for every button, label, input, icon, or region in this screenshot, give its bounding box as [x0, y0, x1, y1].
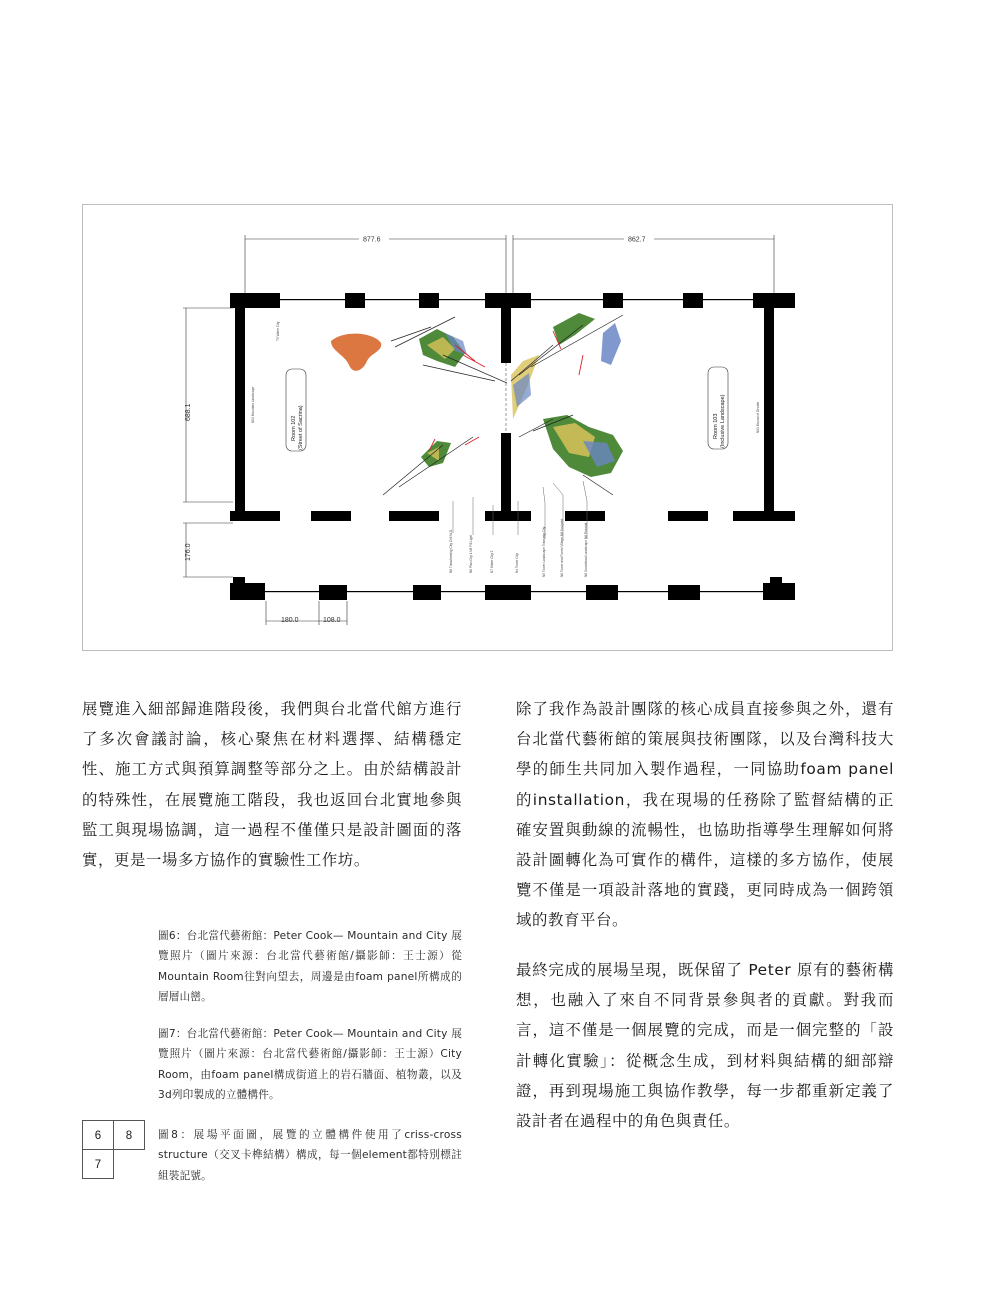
figure-index-8: 8	[113, 1120, 145, 1150]
paragraph: 除了我作為設計團隊的核心成員直接參與之外，還有台北當代藝術館的策展與技術團隊，以及台灣科技大學的師生共同加入製作過程，一同協助foam panel的installation，我在現場的任務除了監督結構的正確安置與動線的流暢性，也協助指導學生理解如何將設計圖轉化為可實作的構件，這樣的多方協作，使展覽不僅是一項設計落地的實踐，更同時成為一個跨領域的教育平台。	[516, 700, 894, 930]
element-tag-1: N6 Transforming City Cell W.D.	[449, 528, 453, 573]
body-text-right	[516, 694, 894, 936]
element-tag-leaders	[453, 481, 587, 539]
foam-panel-cluster	[331, 313, 623, 477]
dimension-top-left: 877.6	[363, 236, 381, 244]
svg-text:Room 102: Room 102	[291, 415, 297, 441]
room-label-left	[286, 369, 306, 451]
svg-text:(Street of Sacrina): (Street of Sacrina)	[298, 405, 304, 450]
dimension-left	[183, 308, 233, 577]
dimension-left-height: 688.1	[185, 403, 192, 421]
dimension-top	[245, 235, 774, 293]
dimension-top-right: 862.7	[628, 236, 646, 244]
caption-figure-8: 圖8：展場平面圖，展覽的立體構件使用了criss-cross structure（交叉卡榫結構）構成，每一個element都特別標註組裝記號。	[158, 1129, 462, 1182]
element-tag-5: N5 Tower Landscape Transmig City	[542, 526, 546, 577]
element-tag-7: N6 Sociational Landscape N6 Pictorial	[584, 522, 588, 577]
wall-note-left-mid: N01 Mountain Landscape	[251, 386, 255, 423]
figure-index-7: 7	[82, 1149, 114, 1179]
walls	[230, 293, 795, 600]
element-tag-2: N6 Plan City 1 N5 Fill Light	[469, 534, 473, 573]
figure-index-6: 6	[82, 1120, 114, 1150]
dimension-bottom-b: 108.0	[323, 617, 341, 624]
dimension-bottom-a: 180.0	[281, 617, 299, 624]
paragraph: 展覽進入細部歸進階段後，我們與台北當代館方進行了多次會議討論，核心聚焦在材料選擇、結構穩定性、施工方式與預算調整等部分之上。由於結構設計的特殊性，在展覽施工階段，我也返回台北實地參與監工與現場協調，這一過程不僅僅只是設計圖面的落實，更是一場多方協作的實驗性工作坊。	[82, 700, 462, 870]
caption-figure-7: 圖7：台北當代藝術館：Peter Cook— Mountain and City 展覽照片（圖片來源：台北當代藝術館/攝影師：王士源）City Room，由foam panel構成街道上的岩石牆面、植物叢，以及3d列印製成的立體構件。	[158, 1028, 462, 1102]
body-text-right-2	[516, 955, 894, 1136]
element-tag-4: N4 Tower City	[515, 553, 519, 573]
figure-index-grid	[82, 1120, 148, 1182]
caption-figure-6: 圖6：台北當代藝術館：Peter Cook— Mountain and City 展覽照片（圖片來源：台北當代藝術館/攝影師：王士源）從Mountain Room往對向望去，周邊是由foam panel所構成的層層山巒。	[158, 930, 462, 1004]
floor-plan-figure	[82, 204, 893, 651]
element-tags	[449, 519, 588, 577]
paragraph: 最終完成的展場呈現，既保留了 Peter 原有的藝術構想，也融入了來自不同背景參與者的貢獻。對我而言，這不僅是一個展覽的完成，而是一個完整的「設計轉化實驗」：從概念生成，到材料與結構的細部辯證，再到現場施工與協作教學，每一步都重新定義了設計者在過程中的角色與責任。	[516, 961, 894, 1131]
floor-plan-drawing	[83, 205, 894, 652]
wall-note-left-top: T5 Water City	[276, 321, 280, 341]
element-tag-3: N7 Water City 2	[490, 550, 494, 573]
body-text-left	[82, 694, 462, 875]
room-label-right	[708, 367, 728, 449]
svg-text:(Inclusive Landscape): (Inclusive Landscape)	[720, 394, 726, 448]
element-tag-6: N6 Tower and Forest Village N8 Sculpted	[560, 518, 564, 577]
svg-text:Room 103: Room 103	[713, 413, 719, 439]
dimension-left-gap: 176.0	[185, 543, 192, 561]
wall-note-right-mid: N01 Mound of Growth	[756, 401, 760, 433]
